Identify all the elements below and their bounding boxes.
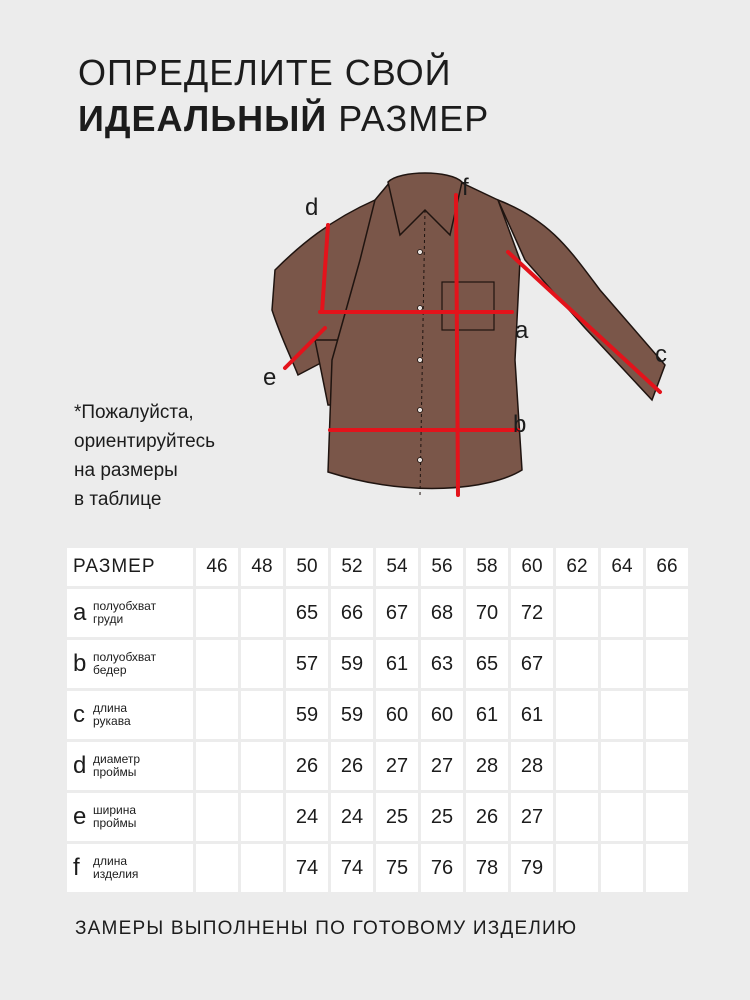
size-value-cell: 63 [421, 640, 463, 688]
size-header-cell: 46 [196, 548, 238, 586]
size-value-cell [196, 793, 238, 841]
measurement-description [93, 651, 156, 677]
size-header-label: РАЗМЕР [67, 548, 193, 586]
size-value-cell [241, 589, 283, 637]
size-value-cell [646, 589, 688, 637]
size-value-cell: 28 [511, 742, 553, 790]
size-header-cell: 50 [286, 548, 328, 586]
size-value-cell: 60 [376, 691, 418, 739]
size-value-cell: 70 [466, 589, 508, 637]
size-header-row [67, 548, 688, 586]
label-e: e [263, 364, 277, 391]
measurement-label-cell [67, 844, 193, 892]
shirt-pocket [442, 282, 494, 330]
measurement-row [67, 691, 688, 739]
size-header-cell: 66 [646, 548, 688, 586]
size-value-cell: 57 [286, 640, 328, 688]
size-value-cell [601, 640, 643, 688]
title-rest: РАЗМЕР [338, 98, 490, 139]
measurement-desc-line-1: длина [93, 854, 128, 868]
shirt-right-sleeve [498, 200, 665, 400]
measurement-label-cell [67, 640, 193, 688]
measurement-desc-line-2: проймы [93, 765, 137, 779]
title-line-2 [78, 96, 489, 142]
size-value-cell: 24 [331, 793, 373, 841]
measurement-label-cell [67, 589, 193, 637]
size-value-cell: 27 [376, 742, 418, 790]
size-value-cell: 67 [376, 589, 418, 637]
measurement-row [67, 793, 688, 841]
size-header-cell: 48 [241, 548, 283, 586]
measurement-row [67, 589, 688, 637]
measurement-row [67, 742, 688, 790]
size-header-cell: 56 [421, 548, 463, 586]
size-value-cell: 27 [511, 793, 553, 841]
size-note [74, 398, 215, 514]
size-value-cell: 26 [466, 793, 508, 841]
measurement-desc-line-2: груди [93, 612, 124, 626]
measurement-desc-line-2: изделия [93, 867, 139, 881]
size-value-cell [241, 742, 283, 790]
measurement-row [67, 844, 688, 892]
size-value-cell: 68 [421, 589, 463, 637]
size-value-cell: 65 [466, 640, 508, 688]
measurement-description [93, 855, 138, 881]
size-value-cell [646, 793, 688, 841]
size-value-cell [196, 742, 238, 790]
size-value-cell [196, 691, 238, 739]
measurement-letter: f [73, 854, 80, 881]
measurement-desc-line-2: рукава [93, 714, 131, 728]
size-value-cell: 59 [331, 691, 373, 739]
size-value-cell: 61 [511, 691, 553, 739]
label-b: b [513, 411, 527, 438]
measurement-letter: d [73, 752, 87, 779]
note-line-2: ориентируйтесь [74, 431, 216, 452]
size-value-cell: 79 [511, 844, 553, 892]
measurement-desc-line-1: диаметр [93, 752, 141, 766]
size-value-cell [196, 640, 238, 688]
measurement-desc-line-1: полуобхват [93, 650, 157, 664]
measurement-letter: e [73, 803, 87, 830]
size-value-cell [241, 844, 283, 892]
measurement-label-cell [67, 691, 193, 739]
shirt-illustration [260, 160, 700, 520]
size-value-cell [556, 691, 598, 739]
size-value-cell [646, 691, 688, 739]
note-line-3: на размеры [74, 460, 178, 481]
size-value-cell: 78 [466, 844, 508, 892]
size-header-cell: 60 [511, 548, 553, 586]
size-value-cell: 61 [466, 691, 508, 739]
size-table [64, 545, 691, 895]
size-value-cell: 67 [511, 640, 553, 688]
size-value-cell [196, 589, 238, 637]
size-value-cell: 26 [286, 742, 328, 790]
size-value-cell: 59 [331, 640, 373, 688]
size-value-cell: 74 [331, 844, 373, 892]
measurement-label-cell [67, 742, 193, 790]
label-a: a [515, 317, 529, 344]
label-f: f [462, 174, 469, 201]
measurement-label-cell [67, 793, 193, 841]
size-value-cell: 65 [286, 589, 328, 637]
size-value-cell [241, 640, 283, 688]
size-header-cell: 54 [376, 548, 418, 586]
size-header-cell: 62 [556, 548, 598, 586]
size-value-cell [646, 640, 688, 688]
measurement-desc-line-1: полуобхват [93, 599, 157, 613]
measurement-description [93, 702, 131, 728]
size-value-cell: 24 [286, 793, 328, 841]
measurement-letter: b [73, 650, 87, 677]
size-value-cell: 76 [421, 844, 463, 892]
size-value-cell: 26 [331, 742, 373, 790]
size-value-cell [646, 742, 688, 790]
size-value-cell [646, 844, 688, 892]
size-value-cell: 74 [286, 844, 328, 892]
measurement-desc-line-1: длина [93, 701, 128, 715]
size-value-cell [556, 640, 598, 688]
size-header-cell: 52 [331, 548, 373, 586]
measurement-description [93, 804, 136, 830]
size-value-cell: 72 [511, 589, 553, 637]
size-value-cell [556, 742, 598, 790]
label-d: d [305, 194, 319, 221]
size-value-cell [196, 844, 238, 892]
title-line-1: ОПРЕДЕЛИТЕ СВОЙ [78, 52, 452, 93]
size-value-cell [601, 742, 643, 790]
measurement-desc-line-2: проймы [93, 816, 137, 830]
title-bold-word: ИДЕАЛЬНЫЙ [78, 98, 328, 139]
measurement-letter: a [73, 599, 87, 626]
size-value-cell [556, 793, 598, 841]
note-line-4: в таблице [74, 489, 162, 510]
size-value-cell [601, 589, 643, 637]
measurement-desc-line-2: бедер [93, 663, 127, 677]
measurement-desc-line-1: ширина [93, 803, 137, 817]
size-value-cell: 75 [376, 844, 418, 892]
measurement-letter: c [73, 701, 85, 728]
size-value-cell: 66 [331, 589, 373, 637]
size-value-cell: 60 [421, 691, 463, 739]
size-value-cell: 61 [376, 640, 418, 688]
measurement-description [93, 600, 156, 626]
size-header-cell: 64 [601, 548, 643, 586]
size-value-cell [601, 691, 643, 739]
measurement-description [93, 753, 140, 779]
measurement-row [67, 640, 688, 688]
size-value-cell: 59 [286, 691, 328, 739]
size-header-cell: 58 [466, 548, 508, 586]
size-value-cell [601, 844, 643, 892]
size-value-cell: 27 [421, 742, 463, 790]
size-value-cell [241, 793, 283, 841]
size-value-cell [601, 793, 643, 841]
size-value-cell: 25 [376, 793, 418, 841]
page-title [78, 50, 489, 142]
size-value-cell: 28 [466, 742, 508, 790]
size-value-cell [241, 691, 283, 739]
size-value-cell [556, 589, 598, 637]
note-line-1: *Пожалуйста, [74, 402, 194, 423]
size-value-cell: 25 [421, 793, 463, 841]
label-c: c [655, 341, 667, 368]
size-value-cell [556, 844, 598, 892]
footer-note: ЗАМЕРЫ ВЫПОЛНЕНЫ ПО ГОТОВОМУ ИЗДЕЛИЮ [75, 918, 578, 939]
